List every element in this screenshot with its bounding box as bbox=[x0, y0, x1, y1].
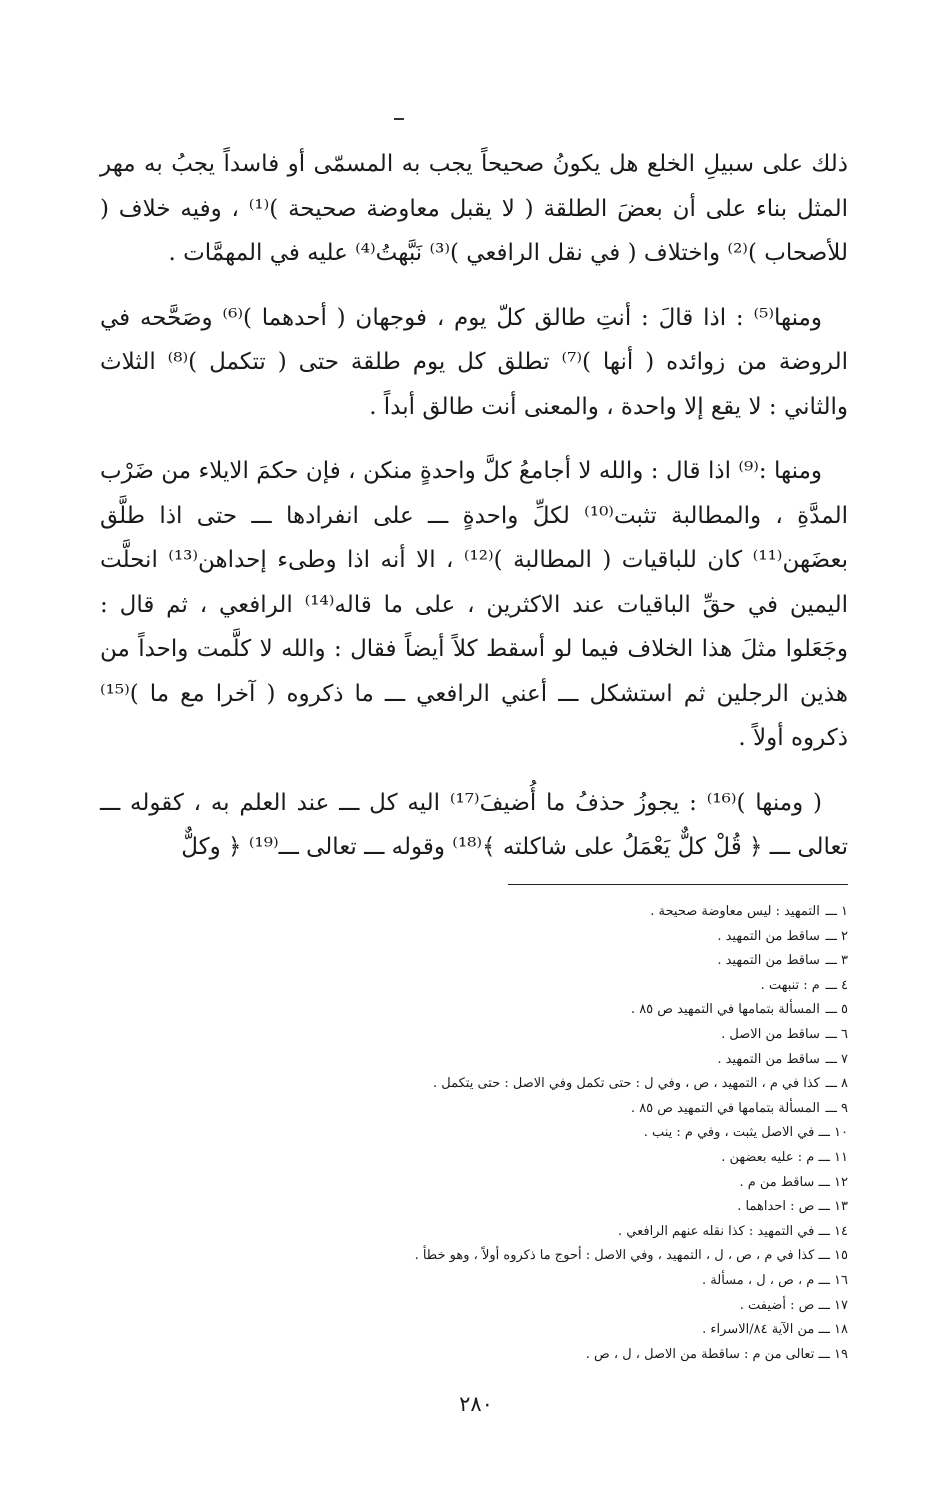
footnote-number: ١٩ ـــ bbox=[818, 1346, 848, 1362]
footnote-number: ١٠ ـــ bbox=[818, 1125, 848, 1141]
footnote-number: ١٤ ـــ bbox=[818, 1223, 848, 1239]
footnote-number: ٧ ـــ bbox=[825, 1051, 848, 1067]
footnote-8 bbox=[288, 1072, 848, 1097]
footnote-text: ساقط من التمهيد . bbox=[717, 1051, 820, 1067]
footnote-text: ساقط من التمهيد . bbox=[717, 928, 820, 944]
footnote-number: ٦ ـــ bbox=[825, 1026, 848, 1042]
footnote-number: ٨ ـــ bbox=[825, 1076, 848, 1092]
paragraph-3: ومنها :⁽⁹⁾ اذا قال : والله لا أجامعُ كلَّ واحدةٍ منكن ، فإن حكمَ الايلاء من ضَرْب المدَّةِ ، والمطالبة تثبت⁽¹⁰⁾ لكلِّ واحدةٍ ـــ على انفرادها ـــ حتى اذا طلَّق بعضَهن⁽¹¹⁾ كان للباقيات ( المطالبة )⁽¹²⁾ ، الا أنه اذا وطىء إحداهن⁽¹³⁾ انحلَّت اليمين في حقِّ الباقيات عند الاكثرين ، على ما قاله⁽¹⁴⁾ الرافعي ، ثم قال : وجَعَلوا مثلَ هذا الخلاف فيما لو أسقط كلاً أيضاً فقال : والله لا كلَّمت واحداً من هذين الرجلين ثم استشكل ـــ أعني الرافعي ـــ ما ذكروه ( آخرا مع ما )⁽¹⁵⁾ ذكروه أولاً . bbox=[100, 458, 848, 751]
footnote-19 bbox=[288, 1343, 848, 1368]
footnote-text: م ، ص ، ل ، مسألة . bbox=[702, 1272, 815, 1288]
main-text bbox=[100, 142, 848, 890]
footnote-number: ٥ ـــ bbox=[825, 1002, 848, 1018]
footnote-3 bbox=[288, 949, 848, 974]
footnotes bbox=[288, 900, 848, 1367]
footnote-number: ٩ ـــ bbox=[825, 1100, 848, 1116]
footnote-number: ١٥ ـــ bbox=[818, 1248, 848, 1264]
footnote-text: كذا في م ، التمهيد ، ص ، وفي ل : حتى تكمل وفي الاصل : حتى يتكمل . bbox=[432, 1076, 820, 1092]
footnote-12 bbox=[288, 1171, 848, 1196]
footnote-text: تعالى من م : ساقطة من الاصل ، ل ، ص . bbox=[585, 1346, 815, 1362]
footnote-text: التمهيد : ليس معاوضة صحيحة . bbox=[650, 904, 820, 919]
footnote-number: ٤ ـــ bbox=[825, 977, 848, 993]
footnote-6 bbox=[288, 1023, 848, 1048]
footnote-18 bbox=[288, 1318, 848, 1343]
footnote-text: في التمهيد : كذا نقله عنهم الرافعي . bbox=[617, 1223, 815, 1239]
footnote-number: ٣ ـــ bbox=[825, 953, 848, 969]
footnote-number: ١٦ ـــ bbox=[818, 1272, 848, 1288]
footnote-number: ٢ ـــ bbox=[825, 928, 848, 944]
footnote-13 bbox=[288, 1195, 848, 1220]
footnote-text: ساقط من التمهيد . bbox=[717, 953, 820, 969]
footnote-number: ١١ ـــ bbox=[818, 1149, 848, 1165]
footnote-number: ١٣ ـــ bbox=[818, 1199, 848, 1215]
footnote-1 bbox=[288, 900, 848, 925]
footnote-number: ١٨ ـــ bbox=[818, 1322, 848, 1338]
footnote-text: المسألة بتمامها في التمهيد ص ٨٥ . bbox=[630, 1100, 820, 1116]
footnote-text: ساقط من الاصل . bbox=[721, 1026, 820, 1042]
footnote-9 bbox=[288, 1097, 848, 1122]
footnote-15 bbox=[288, 1244, 848, 1269]
footnote-4 bbox=[288, 974, 848, 999]
footnote-17 bbox=[288, 1294, 848, 1319]
footnote-text: ساقط من م . bbox=[739, 1174, 815, 1190]
footnote-text: في الاصل يثبت ، وفي م : ينب . bbox=[643, 1125, 815, 1141]
footnote-text: كذا في م ، ص ، ل ، التمهيد ، وفي الاصل : أحوج ما ذكروه أولاً ، وهو خطأ . bbox=[414, 1248, 815, 1264]
footnote-number: ١٧ ـــ bbox=[818, 1297, 848, 1313]
footnote-text: المسألة بتمامها في التمهيد ص ٨٥ . bbox=[630, 1002, 820, 1018]
paragraph-1: ذلك على سبيلِ الخلع هل يكونُ صحيحاً يجب به المسمّى أو فاسداً يجبُ به مهر المثل بناء على أن بعضَ الطلقة ( لا يقبل معاوضة صحيحة )⁽¹⁾ ، وفيه خلاف ( للأصحاب )⁽²⁾ واختلاف ( في نقل الرافعي )⁽³⁾ نَبَّهتُ⁽⁴⁾ عليه في المهمَّات . bbox=[100, 151, 848, 266]
footnote-11 bbox=[288, 1146, 848, 1171]
top-mark bbox=[394, 118, 404, 120]
footnote-14 bbox=[288, 1220, 848, 1245]
footnote-2 bbox=[288, 925, 848, 950]
paragraph-2: ومنها⁽⁵⁾ : اذا قالَ : أنتِ طالق كلّ يوم ، فوجهان ( أحدهما )⁽⁶⁾ وصَحَّحه في الروضة من زوائده ( أنها )⁽⁷⁾ تطلق كل يوم طلقة حتى ( تتكمل )⁽⁸⁾ الثلاث والثاني : لا يقع إلا واحدة ، والمعنى أنت طالق أبداً . bbox=[100, 304, 848, 420]
footnote-10 bbox=[288, 1121, 848, 1146]
page-number: ٢٨٠ bbox=[459, 1392, 493, 1416]
footnote-text: م : تنبهت . bbox=[760, 977, 820, 993]
footnote-number: ١٢ ـــ bbox=[818, 1174, 848, 1190]
footnote-divider bbox=[508, 884, 848, 885]
footnote-5 bbox=[288, 998, 848, 1023]
footnote-16 bbox=[288, 1269, 848, 1294]
footnote-text: ص : أضيفت . bbox=[739, 1297, 815, 1313]
paragraph-4: ( ومنها )⁽¹⁶⁾ : يجوزُ حذفُ ما أُضيفَ⁽¹⁷⁾ اليه كل ـــ عند العلم به ، كقوله ـــ تعالى ـــ ﴿ قُلْ كلٌّ يَعْمَلُ على شاكلته ﴾⁽¹⁸⁾ وقوله ـــ تعالى ـــ⁽¹⁹⁾ ﴿ وكلٌّ bbox=[100, 789, 848, 860]
footnote-text: ص : احداهما . bbox=[737, 1199, 815, 1215]
footnote-number: ١ ـــ bbox=[825, 904, 848, 919]
footnote-text: م : عليه بعضهن . bbox=[721, 1149, 815, 1165]
footnote-text: من الآية ٨٤/الاسراء . bbox=[702, 1322, 815, 1338]
footnote-7 bbox=[288, 1048, 848, 1073]
